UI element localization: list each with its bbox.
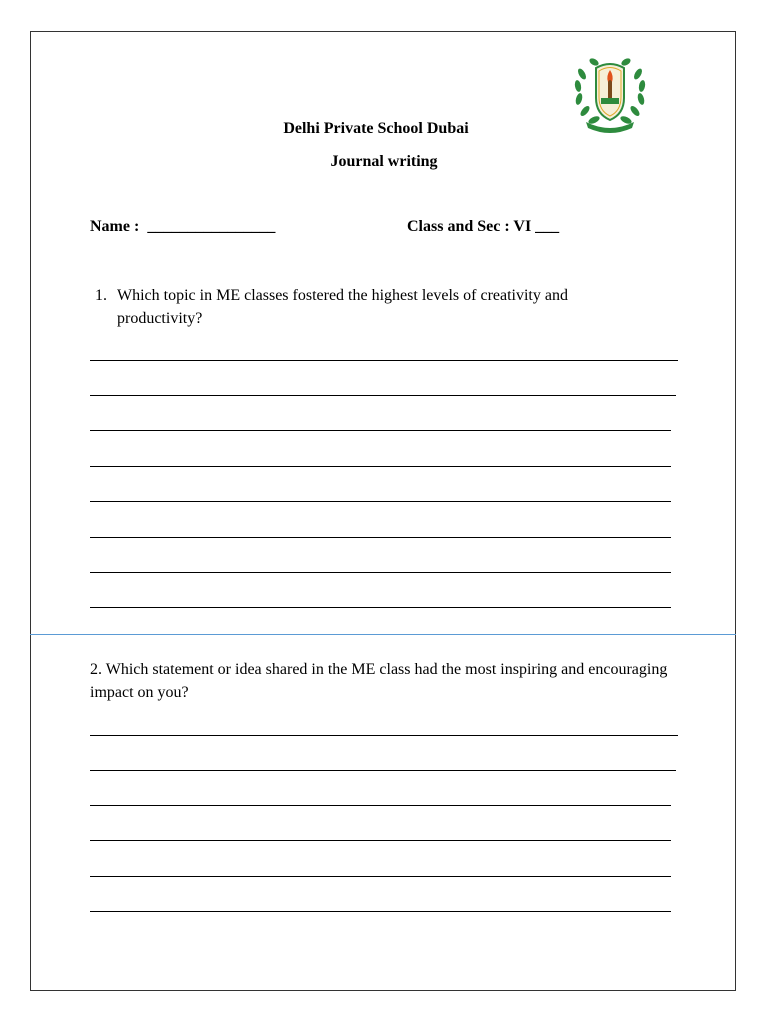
name-label: Name : [90, 218, 140, 235]
answer-line[interactable] [90, 537, 671, 538]
answer-line[interactable] [90, 735, 678, 736]
section-divider [30, 634, 736, 635]
question-1-number: 1. [95, 287, 107, 304]
page-border [30, 31, 736, 991]
document-title: Journal writing [330, 153, 438, 170]
question-1 [95, 284, 655, 330]
answer-line[interactable] [90, 607, 671, 608]
question-1-text: Which topic in ME classes fostered the highest levels of creativity and productivity? [117, 287, 568, 327]
answer-line[interactable] [90, 572, 671, 573]
class-section-field [407, 218, 559, 236]
question-2-number: 2. [90, 661, 102, 678]
school-name: Delhi Private School Dubai [283, 120, 469, 137]
name-field [90, 218, 275, 236]
class-section-blank[interactable]: ___ [535, 218, 560, 235]
answer-line[interactable] [90, 805, 671, 806]
answer-line[interactable] [90, 876, 671, 877]
question-2-text: Which statement or idea shared in the ME class had the most inspiring and encouraging impact on you? [90, 661, 668, 701]
answer-line[interactable] [90, 395, 676, 396]
name-blank[interactable]: ________________ [147, 218, 276, 235]
answer-line[interactable] [90, 911, 671, 912]
answer-line[interactable] [90, 501, 671, 502]
class-section-label: Class and Sec : VI [407, 218, 532, 235]
answer-line[interactable] [90, 466, 671, 467]
answer-line[interactable] [90, 840, 671, 841]
answer-line[interactable] [90, 430, 671, 431]
answer-line[interactable] [90, 360, 678, 361]
answer-line[interactable] [90, 770, 676, 771]
question-2 [90, 658, 670, 704]
